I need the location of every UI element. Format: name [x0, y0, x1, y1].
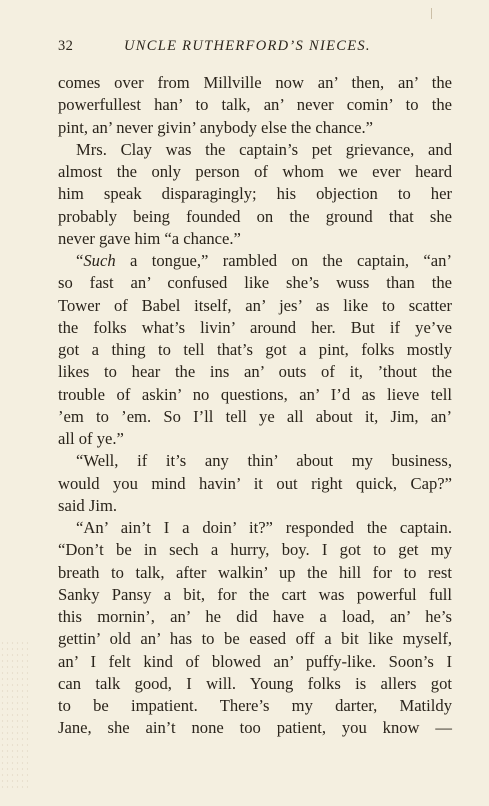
text-line: Mrs. Clay was the captain’s pet grievance, and: [76, 139, 452, 159]
text-line: the folks what’s livin’ around her. But if ye’ve: [58, 317, 452, 337]
text-line: to be impatient. There’s my darter, Matildy: [58, 696, 452, 715]
text-line: an’ I felt kind of blowed an’ puffy-like. Soon’s I: [58, 651, 452, 671]
text-line: never gave him “a chance.”: [58, 228, 241, 248]
emphasis-word: Such: [83, 251, 116, 270]
text-line: probably being founded on the ground that she: [58, 206, 452, 226]
text-line: Sanky Pansy a bit, for the cart was powerful full: [58, 584, 452, 604]
running-title: UNCLE RUTHERFORD’S NIECES.: [124, 38, 371, 54]
text-line: said Jim.: [58, 495, 118, 515]
text-line: so fast an’ confused like she’s wuss than the: [58, 273, 452, 293]
text-line: “Such a tongue,” rambled on the captain, “an’: [76, 251, 452, 270]
body-text: [58, 72, 452, 740]
page-edge-mark: [431, 8, 432, 19]
text-line: pint, an’ never givin’ anybody else the chance.”: [58, 117, 373, 137]
text-line: breath to talk, after walkin’ up the hill for to rest: [58, 562, 452, 582]
text-line: this mornin’, an’ he did have a load, an’ he’s: [58, 607, 452, 626]
text-line: got a thing to tell that’s got a pint, folks mostly: [58, 340, 452, 359]
text-line: comes over from Millville now an’ then, an’ the: [58, 73, 452, 92]
text-line: Tower of Babel itself, an’ jes’ as like to scatter: [58, 295, 452, 315]
running-header: [58, 38, 458, 58]
text-line: can talk good, I will. Young folks is allers got: [58, 673, 452, 693]
text-line: “An’ ain’t I a doin’ it?” responded the captain.: [76, 518, 452, 537]
text-line: “Well, if it’s any thin’ about my business,: [76, 451, 452, 471]
text-line: him speak disparagingly; his objection to her: [58, 184, 452, 204]
text-line: powerfullest han’ to talk, an’ never comin’ to the: [58, 95, 452, 115]
text-line: Jane, she ain’t none too patient, you know —: [58, 718, 452, 738]
text-line: trouble of askin’ no questions, an’ I’d as lieve tell: [58, 384, 452, 404]
text-line: “Don’t be in sech a hurry, boy. I got to get my: [58, 540, 452, 560]
paper-speckles: [0, 640, 28, 790]
text-line: all of ye.”: [58, 429, 124, 448]
text-line: ’em to ’em. So I’ll tell ye all about it, Jim, an’: [58, 406, 452, 426]
text-line: gettin’ old an’ has to be eased off a bit like myself,: [58, 629, 452, 649]
text-line: almost the only person of whom we ever heard: [58, 162, 452, 181]
page-number: 32: [58, 38, 74, 54]
text-line: would you mind havin’ it out right quick, Cap?”: [58, 473, 452, 493]
text-line: likes to hear the ins an’ outs of it, ’thout the: [58, 362, 452, 382]
